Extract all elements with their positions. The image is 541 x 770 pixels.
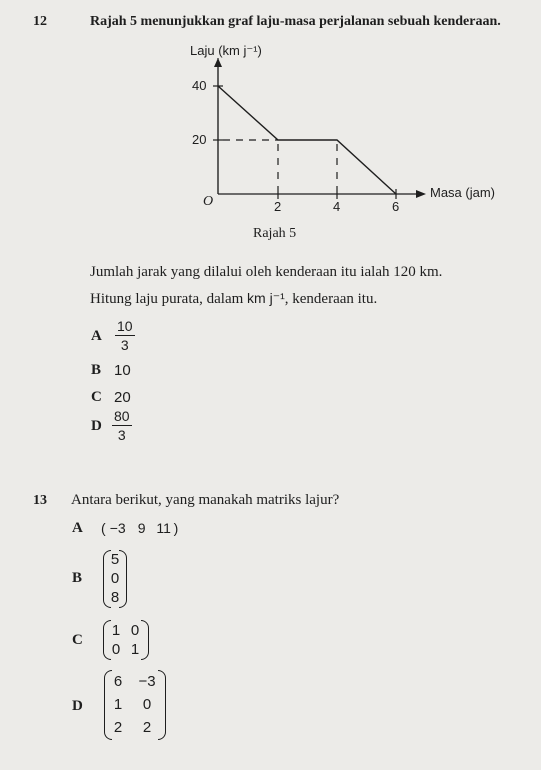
option-b-letter: B: [91, 362, 102, 378]
graph-x-axis-label: Masa (jam): [430, 185, 496, 200]
graph-y-axis-label: Laju (km j⁻¹): [190, 43, 262, 58]
question-12-stem: Rajah 5 menunjukkan graf laju-masa perjalanan sebuah kenderaan.: [90, 14, 501, 29]
question-13-stem: Antara berikut, yang manakah matriks lajur?: [71, 492, 340, 508]
option-13b-column-matrix: [103, 550, 127, 608]
origin-label: O: [203, 194, 214, 209]
matrix-entry: 0: [142, 696, 152, 713]
option-d-denominator: 3: [117, 427, 126, 443]
option-13d-matrix: [104, 670, 166, 740]
y-axis-arrow: [214, 58, 222, 67]
question-12-line-2: [90, 290, 377, 308]
line2-pre: Hitung laju purata, dalam: [90, 291, 248, 307]
question-12-line-1: Jumlah jarak yang dilalui oleh kenderaan itu ialah 120 km.: [90, 264, 443, 280]
option-13c-letter: C: [72, 632, 83, 648]
matrix-entry: 0: [111, 641, 121, 658]
option-a-denominator: 3: [120, 337, 129, 353]
line2-post: , kenderaan itu.: [284, 291, 378, 307]
option-c-letter: C: [91, 389, 102, 405]
open-paren: (: [101, 520, 106, 536]
matrix-entry: 1: [130, 641, 140, 658]
matrix-entry: 8: [110, 589, 120, 606]
matrix-entry: 2: [142, 719, 152, 736]
matrix-entry: 1: [111, 622, 121, 639]
y-tick-label-20: 20: [192, 132, 207, 147]
option-a-letter: A: [91, 328, 102, 344]
speed-time-graph: [180, 58, 440, 218]
x-tick-label-2: 2: [274, 199, 282, 214]
option-a-numerator: 10: [117, 318, 133, 334]
matrix-entry: 9: [137, 520, 146, 536]
option-d-numerator: 80: [114, 408, 130, 424]
matrix-entry: 0: [110, 570, 120, 587]
option-13a-row-matrix: [101, 520, 211, 536]
matrix-entry: 6: [113, 673, 123, 690]
matrix-entry: −3: [138, 673, 156, 690]
unit-kmj: km j⁻¹: [247, 290, 285, 306]
option-b-value: 10: [114, 362, 131, 379]
option-d-fraction: [112, 408, 132, 443]
question-13-number: 13: [33, 493, 47, 508]
x-tick-label-6: 6: [392, 199, 400, 214]
figure-caption: Rajah 5: [253, 226, 297, 241]
option-13d-letter: D: [72, 698, 83, 714]
close-paren: ): [173, 520, 179, 536]
option-13c-matrix: [103, 620, 149, 660]
option-13b-letter: B: [72, 570, 83, 586]
matrix-entry: 5: [110, 551, 120, 568]
option-a-fraction: [115, 318, 135, 353]
fraction-bar: [115, 335, 135, 336]
matrix-entry: 2: [113, 719, 123, 736]
option-d-letter: D: [91, 418, 102, 434]
matrix-entry: 0: [130, 622, 140, 639]
matrix-entry: 11: [156, 520, 171, 536]
question-12-number: 12: [33, 14, 47, 29]
option-13a-letter: A: [72, 520, 83, 536]
option-c-value: 20: [114, 389, 131, 406]
fraction-bar: [112, 425, 132, 426]
x-axis-arrow: [416, 190, 426, 198]
x-tick-label-4: 4: [333, 199, 341, 214]
matrix-entry: 1: [113, 696, 123, 713]
speed-time-line: [218, 86, 396, 194]
y-tick-label-40: 40: [192, 78, 207, 93]
matrix-entry: −3: [109, 520, 126, 536]
